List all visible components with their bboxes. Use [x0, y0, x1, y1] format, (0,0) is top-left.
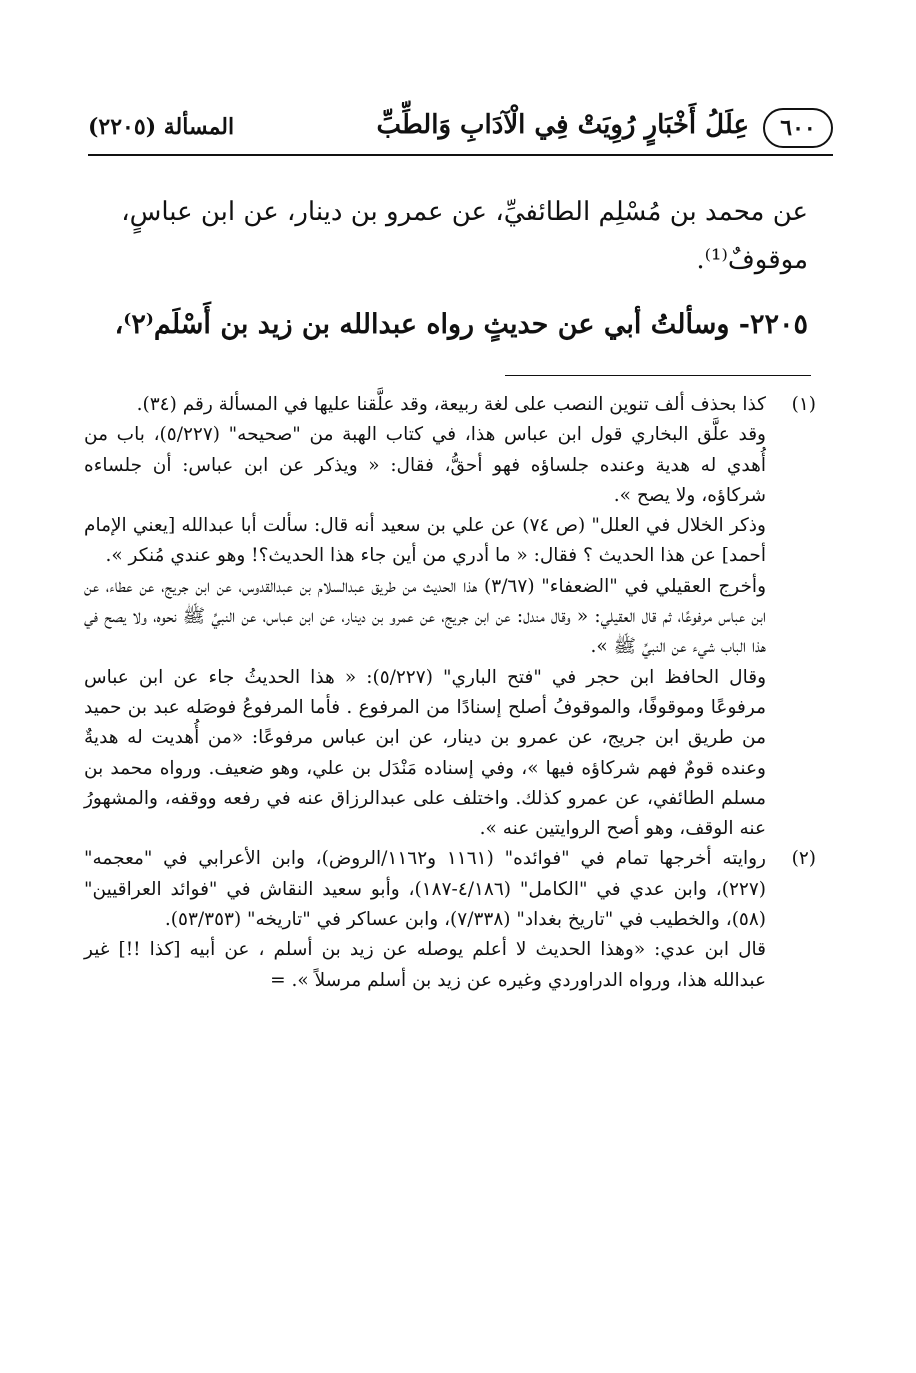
issue-label: المسألة (٢٢٠٥) [88, 114, 235, 140]
header-rule [88, 154, 833, 156]
footnote-1 [84, 390, 816, 844]
footnote-paragraph: وقد علَّق البخاري قول ابن عباس هذا، في كتاب الهبة من "صحيحه" (٥/٢٢٧)، باب من أُهدي له هدية وعنده جلساؤه فهو أحقُّ، فقال: « ويذكر عن ابن عباس: أن جلساءه شركاؤه، ولا يصح ». [84, 424, 766, 506]
page-number: ٦٠٠ [763, 108, 833, 148]
footnote-paragraph: كذا بحذف ألف تنوين النصب على لغة ربيعة، وقد علَّقنا عليها في المسألة رقم (٣٤). [136, 394, 766, 415]
footnotes [84, 390, 816, 996]
footnote-paragraph: قال ابن عدي: «وهذا الحديث لا أعلم يوصله عن زيد بن أسلم ، عن أبيه [كذا !!] غير عبدالله هذا، ورواه الدراوردي وغيره عن زيد بن أسلم مرسلاً ». = [84, 939, 766, 991]
footnote-paragraph: وأخرج العقيلي في "الضعفاء" (٣/٦٧) هذا الحديث من طريق عبدالسلام بن عبدالقدوس، عن ابن جريج، عن عطاء، عن ابن عباس مرفوعًا، ثم قال العقيلي: « وقال مندل: عن ابن جريج، عن عمرو بن دينار، عن ابن عباس، عن النبيِّ ﷺ نحوه، ولا يصح في هذا الباب شيء عن النبيِّ ﷺ ». [84, 575, 767, 658]
footnote-paragraph: وذكر الخلال في العلل" (ص ٧٤) عن علي بن سعيد أنه قال: سألت أبا عبدالله [يعني الإمام أحمد] عن هذا الحديث ؟ فقال: « ما أدري من أين جاء هذا الحديث؟! وهو عندي مُنكر ». [84, 515, 766, 567]
footnote-paragraph: روايته أخرجها تمام في "فوائده" (١١٦١ و١١٦٢/الروض)، وابن الأعرابي في "معجمه" (٢٢٧)، وابن عدي في "الكامل" (٤/١٨٦-١٨٧)، وأبو سعيد النقاش في "فوائد العراقيين" (٥٨)، والخطيب في "تاريخ بغداد" (٧/٣٣٨)، وابن عساكر في "تاريخه" (٥٣/٣٥٣). [84, 848, 766, 931]
issue-heading: ٢٢٠٥- وسألتُ أبي عن حديثٍ رواه عبدالله بن زيد بن أَسْلَم⁽٢⁾، [114, 309, 808, 340]
book-title: عِلَلُ أَخْبَارٍ رُوِيَتْ فِي الْآدَابِ وَالطِّبِّ [376, 110, 749, 140]
main-line: موقوفٌ⁽¹⁾. [696, 245, 808, 275]
footnote-paragraph: وقال الحافظ ابن حجر في "فتح الباري" (٥/٢٢٧): « هذا الحديثُ جاء عن ابن عباس مرفوعًا وموقوفًا، والموقوفُ أصلح إسنادًا من المرفوع . فأما المرفوعُ فوصَله عبد بن حميد من طريق ابن جريج، عن عمرو بن دينار، عن ابن عباس مرفوعًا: «من أُهديت له هديةٌ وعنده قومٌ فهم شركاؤه فيها »، وفي إسناده مَنْدَل بن علي، وهو ضعيف. ورواه محمد بن مسلم الطائفي، عن عمرو كذلك. واختلف على عبدالرزاق عنه في رفعه ووقفه، والمشهورُ عنه الوقف، وهو أصح الروايتين عنه ». [84, 666, 767, 840]
main-line: عن محمد بن مُسْلِم الطائفيِّ، عن عمرو بن دينار، عن ابن عباسٍ، [121, 197, 808, 227]
footnote-number: (١) [791, 394, 816, 415]
footnote-divider [505, 375, 811, 376]
running-header [88, 108, 833, 158]
footnote-2 [84, 844, 816, 995]
main-text [88, 188, 808, 284]
footnote-number: (٢) [791, 848, 816, 870]
